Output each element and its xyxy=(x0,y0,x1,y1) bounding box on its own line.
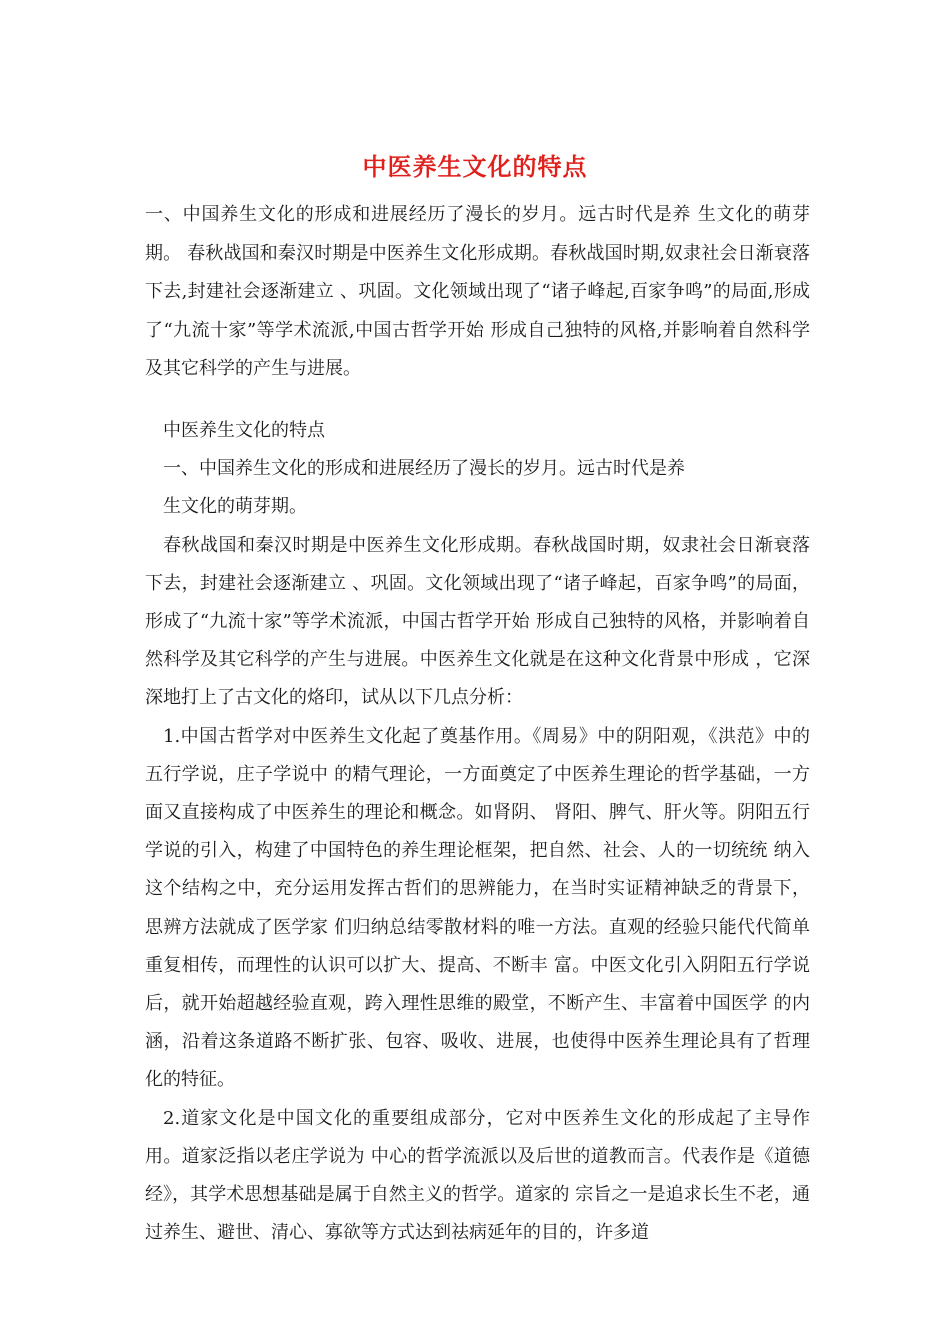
body-paragraph-3: 1.中国古哲学对中医养生文化起了奠基作用。《周易》中的阴阳观，《洪范》中的五行学说，庄子学说中 的精气理论，一方面奠定了中医养生理论的哲学基础，一方面又直接构成了中医养生的理论和概念。如肾阴、 肾阳、脾气、肝火等。阴阳五行学说的引入，构建了中国特色的养生理论框架，把自然、社会、人的一切统统 纳入这个结构之中，充分运用发挥古哲们的思辨能力，在当时实证精神缺乏的背景下，思辨方法就成了医学家 们归纳总结零散材料的唯一方法。直观的经验只能代代简单重复相传，而理性的认识可以扩大、提高、不断丰 富。中医文化引入阴阳五行学说后，就开始超越经验直观，跨入理性思维的殿堂，不断产生、丰富着中国医学 的内涵，沿着这条道路不断扩张、包容、吸收、进展，也使得中医养生理论具有了哲理化的特征。 xyxy=(145,725,810,1091)
body-paragraph-1: 一、中国养生文化的形成和进展经历了漫长的岁月。远古时代是养 xyxy=(163,458,685,480)
intro-paragraph: 一、中国养生文化的形成和进展经历了漫长的岁月。远古时代是养 生文化的萌芽期。 春秋战国和秦汉时期是中医养生文化形成期。春秋战国时期,奴隶社会日渐衰落下去,封建社会逐渐建立 、巩固。文化领域出现了“诸子峰起,百家争鸣”的局面,形成了“九流十家”等学术流派,中国古哲学开始 形成自己独特的风格,并影响着自然科学及其它科学的产生与进展。 xyxy=(145,204,810,379)
document-title: 中医养生文化的特点 xyxy=(362,152,588,181)
body-paragraph-4: 2.道家文化是中国文化的重要组成部分，它对中医养生文化的形成起了主导作用。道家泛指以老庄学说为 中心的哲学流派以及后世的道教而言。代表作是《道德经》，其学术思想基础是属于自然主义的哲学。道家的 宗旨之一是追求长生不老，通过养生、避世、清心、寡欲等方式达到祛病延年的目的，许多道 xyxy=(145,1107,810,1244)
body-paragraph-1-continued: 生文化的萌芽期。 xyxy=(163,496,307,518)
body-paragraph-2: 春秋战国和秦汉时期是中医养生文化形成期。春秋战国时期，奴隶社会日渐衰落下去，封建社会逐渐建立 、巩固。文化领域出现了“诸子峰起，百家争鸣”的局面，形成了“九流十家”等学术流派，中国古哲学开始 形成自己独特的风格，并影响着自然科学及其它科学的产生与进展。中医养生文化就是在这种文化背景中形成 ，它深深地打上了古文化的烙印，试从以下几点分析： xyxy=(145,534,810,709)
section-heading: 中医养生文化的特点 xyxy=(163,420,325,441)
document-body xyxy=(145,412,810,1252)
